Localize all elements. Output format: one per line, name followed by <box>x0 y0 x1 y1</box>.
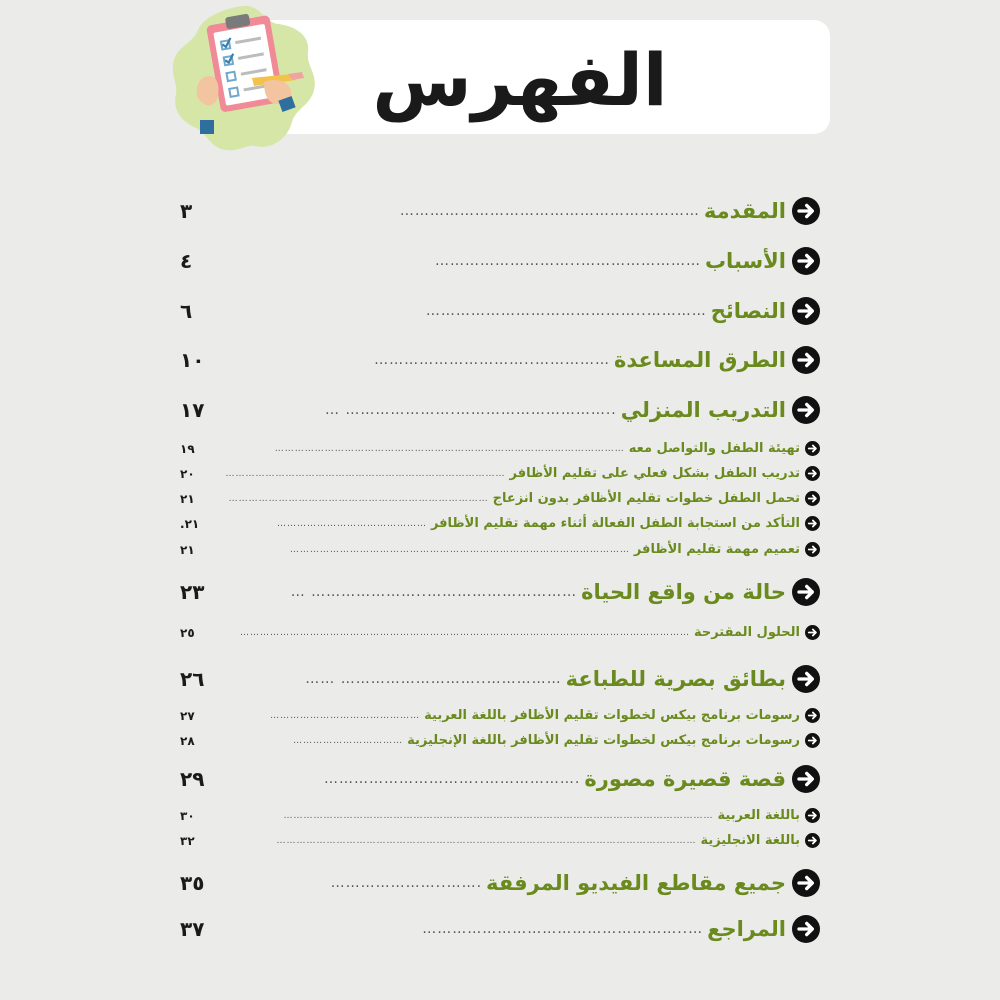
toc-entry-home-training <box>180 396 820 424</box>
toc-subentry <box>180 491 820 506</box>
dot-leader: ……………………………………………………………………………………………………………… <box>276 835 697 846</box>
toc-subentry <box>180 733 820 748</box>
toc-entry-helpful-methods <box>180 346 820 374</box>
page-number: ٢٣ <box>180 580 205 604</box>
arrow-right-icon <box>792 396 820 424</box>
toc-entry-introduction <box>180 197 820 225</box>
toc-entry-label: المقدمة <box>703 199 786 223</box>
toc-subentry <box>180 625 820 640</box>
arrow-right-icon <box>805 466 820 481</box>
page-number: ٦ <box>180 299 193 323</box>
page-number: ٣٧ <box>180 917 205 941</box>
toc-entry-label: حالة من واقع الحياة <box>581 580 786 604</box>
toc-entry-label: بطائق بصرية للطباعة <box>565 667 786 691</box>
toc-entry-label: تدريب الطفل بشكل فعلي على تقليم الأظافر <box>509 466 800 481</box>
page-number: ٢٨ <box>180 733 195 748</box>
page-number: ١٠ <box>180 348 205 372</box>
dot-leader: …………………………………………………………………………………………… <box>274 443 625 454</box>
arrow-right-icon <box>805 625 820 640</box>
toc-entry-real-life-case <box>180 578 820 606</box>
arrow-right-icon <box>792 197 820 225</box>
toc-entry-label: قصة قصيرة مصورة <box>584 767 786 791</box>
page-number: ٣٥ <box>180 871 205 895</box>
page-number: ٢٦ <box>180 667 205 691</box>
arrow-right-icon <box>792 247 820 275</box>
dot-leader: ………………………………………………………………………………………… <box>289 544 630 555</box>
arrow-right-icon <box>792 869 820 897</box>
page-number: ٢٩ <box>180 767 205 791</box>
arrow-right-icon <box>792 915 820 943</box>
page-title: الفهرس <box>372 38 668 122</box>
arrow-right-icon <box>805 516 820 531</box>
page-number: ٣٢ <box>180 833 195 848</box>
arrow-right-icon <box>792 297 820 325</box>
toc-entry-label: النصائح <box>710 299 786 323</box>
toc-subentry <box>180 808 820 823</box>
page-number: ٢٥ <box>180 625 195 640</box>
toc-subentry <box>180 466 820 481</box>
toc-entry-label: رسومات برنامج بيكس لخطوات تقليم الأظافر باللغة العربية <box>424 708 800 723</box>
toc-entry-label: التدريب المنزلي <box>620 398 786 422</box>
toc-entry-label: الأسباب <box>704 249 786 273</box>
arrow-right-icon <box>805 542 820 557</box>
toc-entry-visual-cards <box>180 665 820 693</box>
arrow-right-icon <box>805 808 820 823</box>
page-number: ٢٧ <box>180 708 195 723</box>
dot-leader: …………………………..………………. <box>324 771 581 787</box>
toc-entry-label: التأكد من استجابة الطفل الفعالة أثناء مهمة تقليم الأظافر <box>430 516 800 531</box>
dot-leader: …………………………… <box>293 735 404 746</box>
arrow-right-icon <box>805 708 820 723</box>
toc-entry-label: تعميم مهمة تقليم الأظافر <box>633 542 800 557</box>
toc-entry-label: جميع مقاطع الفيديو المرفقة <box>486 871 786 895</box>
toc-entry-label: الحلول المقترحة <box>693 625 800 640</box>
dot-leader: ………………………..…………………… <box>435 253 701 269</box>
toc-entry-label: تهيئة الطفل والتواصل معه <box>628 441 800 456</box>
dot-leader: … …………………..………………………… <box>290 584 578 600</box>
page-number: ٢١. <box>180 516 200 531</box>
arrow-right-icon <box>792 765 820 793</box>
toc-entry-references <box>180 915 820 943</box>
page-number: ٣ <box>180 199 193 223</box>
toc-entry-label: رسومات برنامج بيكس لخطوات تقليم الأظافر باللغة الإنجليزية <box>407 733 800 748</box>
toc-entry-label: المراجع <box>707 917 786 941</box>
toc-entry-causes <box>180 247 820 275</box>
dot-leader: … ………………….………………………….. <box>324 402 617 418</box>
toc-entry-label: باللغة الانجليزية <box>700 833 800 848</box>
arrow-right-icon <box>792 665 820 693</box>
dot-leader: ……………………………………………………………………………………………………………………… <box>239 627 690 638</box>
page-number: ٢١ <box>180 542 195 557</box>
toc-entry-illustrated-story <box>180 765 820 793</box>
dot-leader: …………………………………………………… <box>399 203 700 219</box>
toc-entry-videos <box>180 869 820 897</box>
toc-subentry <box>180 516 820 531</box>
dot-leader: …………………..……. <box>330 875 483 891</box>
toc-entry-advice <box>180 297 820 325</box>
page-number: ١٩ <box>180 441 195 456</box>
arrow-right-icon <box>805 491 820 506</box>
dot-leader: ……………………………………..………… <box>425 303 707 319</box>
toc-subentry <box>180 542 820 557</box>
toc-subentry <box>180 441 820 456</box>
dot-leader: …………………………..…………… <box>374 352 611 368</box>
dot-leader: …………………………………………………………………… <box>228 493 489 504</box>
arrow-right-icon <box>792 346 820 374</box>
page-number: ٣٠ <box>180 808 195 823</box>
dot-leader: ……………………………………………..… <box>422 921 704 937</box>
page-number: ١٧ <box>180 398 205 422</box>
arrow-right-icon <box>805 441 820 456</box>
toc-entry-label: تحمل الطفل خطوات تقليم الأظافر بدون انزعاج <box>492 491 800 506</box>
dot-leader: ……………………………………… <box>276 518 427 529</box>
dot-leader: ………………………………………………………………………………………………………………… <box>283 810 714 821</box>
toc-subentry <box>180 708 820 723</box>
page-number: ٢١ <box>180 491 195 506</box>
page-number: ٢٠ <box>180 466 195 481</box>
arrow-right-icon <box>805 833 820 848</box>
toc-entry-label: الطرق المساعدة <box>614 348 786 372</box>
dot-leader: …… ………………………..…………… <box>305 671 562 687</box>
arrow-right-icon <box>805 733 820 748</box>
toc-entry-label: باللغة العربية <box>717 808 800 823</box>
page-number: ٤ <box>180 249 193 273</box>
dot-leader: ………………………………………………………………………… <box>225 468 506 479</box>
toc-subentry <box>180 833 820 848</box>
dot-leader: ……………………………………… <box>270 710 421 721</box>
arrow-right-icon <box>792 578 820 606</box>
